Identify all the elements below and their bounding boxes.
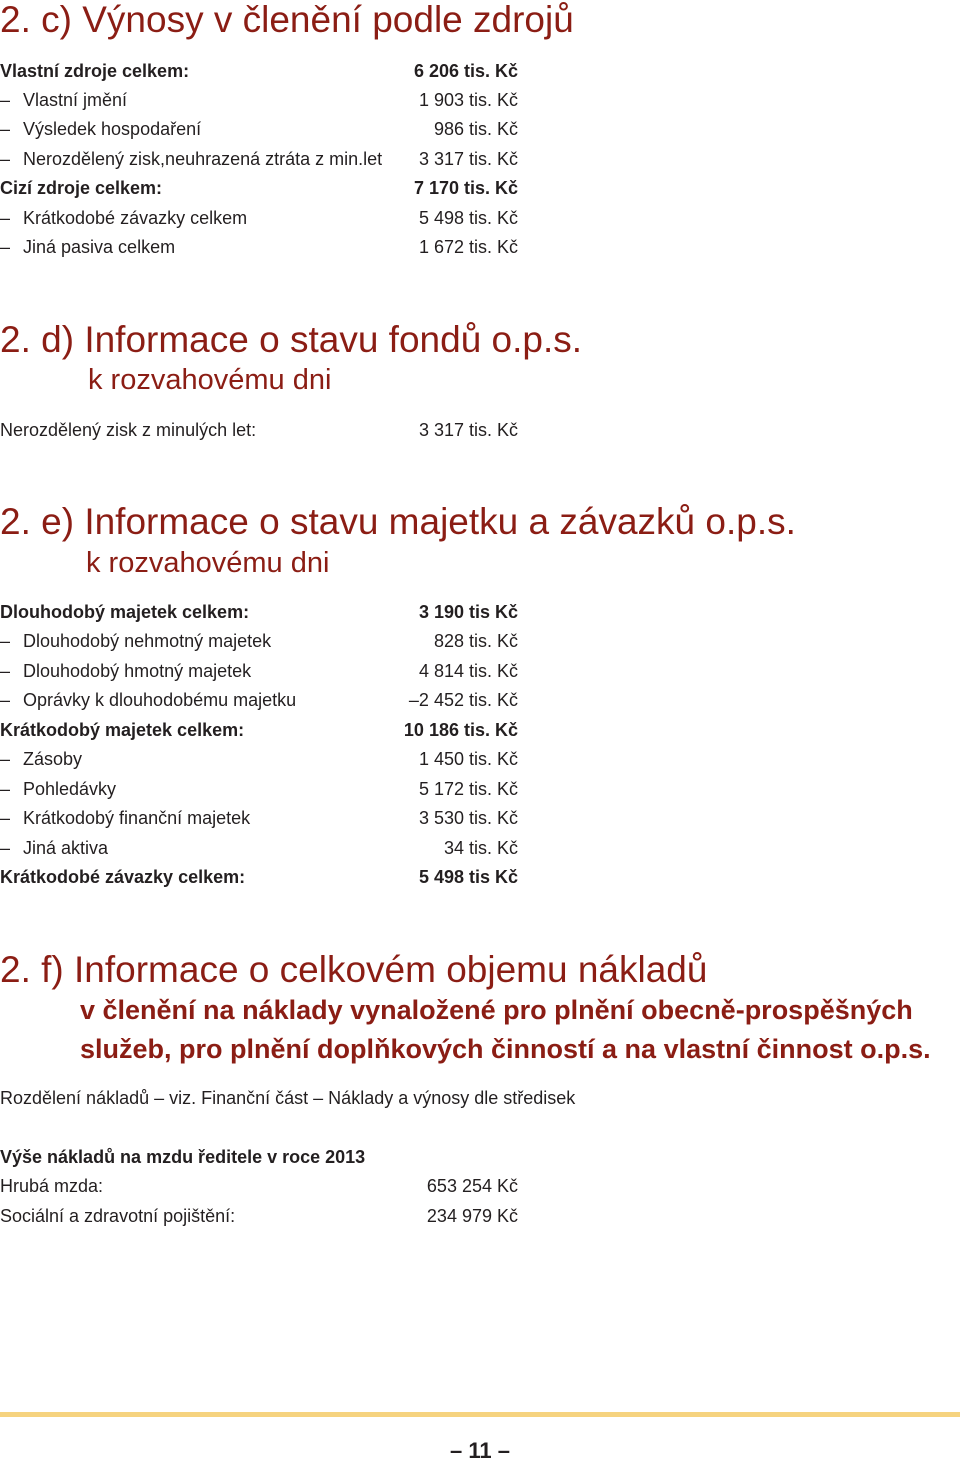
table-row <box>0 716 560 745</box>
dash-bullet: – <box>0 690 11 710</box>
section-f-subtitle-line1: v členění na náklady vynaložené pro plnění obecně-prospěšných <box>80 995 913 1025</box>
row-value: 6 206 tis. Kč <box>413 61 518 81</box>
dash-bullet: – <box>0 779 11 799</box>
dash-bullet: – <box>0 631 11 651</box>
row-value: 3 317 tis. Kč <box>418 420 518 440</box>
section-e-subtitle: k rozvahovému dni <box>86 547 330 579</box>
row-label: Dlouhodobý nehmotný majetek <box>23 631 272 651</box>
dash-bullet: – <box>0 237 11 257</box>
row-label: Hrubá mzda: <box>0 1176 104 1196</box>
row-label: Pohledávky <box>23 779 117 799</box>
section-e-title: 2. e) Informace o stavu majetku a závazků o.p.s. <box>0 501 796 542</box>
row-label: Krátkodobé závazky celkem: <box>0 867 246 887</box>
row-label: Zásoby <box>23 749 83 769</box>
section-f-subtitle-line2: služeb, pro plnění doplňkových činností a na vlastní činnost o.p.s. <box>80 1034 931 1064</box>
row-value: 234 979 Kč <box>426 1206 518 1226</box>
row-value: 7 170 tis. Kč <box>413 178 518 198</box>
table-row <box>0 145 560 174</box>
row-value: 10 186 tis. Kč <box>403 720 518 740</box>
row-value: 3 530 tis. Kč <box>418 808 518 828</box>
table-row <box>0 233 560 262</box>
row-label: Nerozdělený zisk,neuhrazená ztráta z min.let <box>23 149 383 169</box>
table-row <box>0 804 560 833</box>
dash-bullet: – <box>0 119 11 139</box>
row-label: Oprávky k dlouhodobému majetku <box>23 690 297 710</box>
row-value: 5 172 tis. Kč <box>418 779 518 799</box>
row-value: 986 tis. Kč <box>433 119 518 139</box>
row-label: Vlastní jmění <box>23 90 128 110</box>
table-row <box>0 598 560 627</box>
dash-bullet: – <box>0 149 11 169</box>
dash-bullet: – <box>0 838 11 858</box>
row-value: 1 672 tis. Kč <box>418 237 518 257</box>
table-row <box>0 745 560 774</box>
table-row <box>0 686 560 715</box>
row-value: 4 814 tis. Kč <box>418 661 518 681</box>
dash-bullet: – <box>0 208 11 228</box>
row-label: Výsledek hospodaření <box>23 119 202 139</box>
table-row <box>0 1172 560 1201</box>
row-label: Krátkodobý finanční majetek <box>23 808 251 828</box>
row-label: Vlastní zdroje celkem: <box>0 61 190 81</box>
footer-divider <box>0 1412 960 1417</box>
row-value: 3 317 tis. Kč <box>418 149 518 169</box>
row-label: Nerozdělený zisk z minulých let: <box>0 420 257 440</box>
row-label: Cizí zdroje celkem: <box>0 178 163 198</box>
table-row <box>0 174 560 203</box>
table-row <box>0 416 560 445</box>
dash-bullet: – <box>0 808 11 828</box>
table-row <box>0 863 560 892</box>
table-row <box>0 834 560 863</box>
row-label: Krátkodobé závazky celkem <box>23 208 248 228</box>
row-value: 653 254 Kč <box>426 1176 518 1196</box>
table-row <box>0 775 560 804</box>
salary-heading: Výše nákladů na mzdu ředitele v roce 2013 <box>0 1147 366 1167</box>
row-label: Sociální a zdravotní pojištění: <box>0 1206 236 1226</box>
row-value: 1 903 tis. Kč <box>418 90 518 110</box>
page-number: – 11 – <box>450 1438 510 1463</box>
table-row <box>0 657 560 686</box>
table-row <box>0 57 560 86</box>
table-row <box>0 86 560 115</box>
row-label: Jiná aktiva <box>23 838 109 858</box>
row-value: 1 450 tis. Kč <box>418 749 518 769</box>
table-row <box>0 627 560 656</box>
row-value: 5 498 tis. Kč <box>418 208 518 228</box>
row-value: 5 498 tis Kč <box>418 867 518 887</box>
row-label: Krátkodobý majetek celkem: <box>0 720 245 740</box>
row-label: Dlouhodobý majetek celkem: <box>0 602 250 622</box>
row-value: 828 tis. Kč <box>433 631 518 651</box>
table-row <box>0 115 560 144</box>
row-value: 34 tis. Kč <box>443 838 518 858</box>
dash-bullet: – <box>0 90 11 110</box>
section-d-title: 2. d) Informace o stavu fondů o.p.s. <box>0 319 583 360</box>
table-row <box>0 204 560 233</box>
section-d-subtitle: k rozvahovému dni <box>88 364 332 396</box>
cost-distribution-note: Rozdělení nákladů – viz. Finanční část – Náklady a výnosy dle středisek <box>0 1088 576 1108</box>
row-value: 3 190 tis Kč <box>418 602 518 622</box>
section-f-title: 2. f) Informace o celkovém objemu nákladů <box>0 949 708 990</box>
row-label: Jiná pasiva celkem <box>23 237 176 257</box>
dash-bullet: – <box>0 749 11 769</box>
dash-bullet: – <box>0 661 11 681</box>
row-label: Dlouhodobý hmotný majetek <box>23 661 252 681</box>
section-c-title: 2. c) Výnosy v členění podle zdrojů <box>0 0 574 40</box>
table-row <box>0 1202 560 1231</box>
row-value: –2 452 tis. Kč <box>408 690 518 710</box>
